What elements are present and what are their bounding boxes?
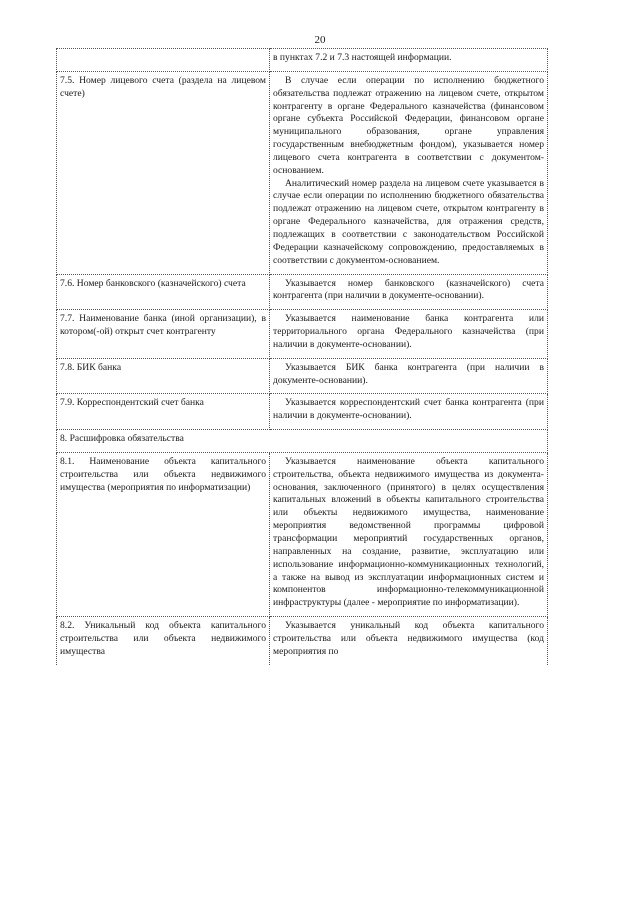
- field-name: 7.8. БИК банка: [60, 361, 122, 373]
- description-paragraph: в пунктах 7.2 и 7.3 настоящей информации.: [273, 52, 452, 63]
- field-description-cell: [270, 394, 548, 430]
- section-header-row: [57, 430, 548, 453]
- table-row: [57, 358, 548, 394]
- field-name: 7.6. Номер банковского (казначейского) счета: [60, 277, 246, 289]
- table-row: [57, 394, 548, 430]
- table-row: [57, 452, 548, 616]
- obligation-fields-table: [56, 48, 548, 665]
- table-row: [57, 49, 548, 72]
- field-description-cell: [270, 617, 548, 665]
- table-row: [57, 617, 548, 665]
- field-name-cell: [57, 310, 270, 359]
- description-paragraph: Указывается уникальный код объекта капитального строительства или объекта недвижимого имущества (код мероприятия по: [273, 620, 544, 657]
- description-paragraph: Указывается наименование объекта капитального строительства, объекта недвижимого имущества из документа-основания, заключенного (принятого) в целях осуществления капитальных вложений в объекты капитального строительства или объекты недвижимого имущества, наименование мероприятия ведомственной программы цифровой трансформации мероприятий государственных органов, направленных на создание, развитие, эксплуатацию или использование информационно-коммуникационных технологий, а также на вывод из эксплуатации информационных систем и компонентов информационно-телекоммуникационной инфраструктуры (далее - мероприятие по информатизации).: [273, 455, 544, 609]
- field-name: 7.9. Корреспондентский счет банка: [60, 397, 204, 409]
- description-paragraph: Аналитический номер раздела на лицевом счете указывается в случае если операции по исполнению бюджетного обязательства подлежат отражению на лицевом счете, открытом контрагенту в органе Федерального казначейства, для отражения средств, подлежащих в соответствии с законодательством Российской Федерации казначейскому сопровождению, предоставляемых в соответствии с документом-основанием.: [273, 177, 544, 266]
- field-name-cell: [57, 452, 270, 616]
- field-description-cell: [270, 274, 548, 310]
- section-header: 8. Расшифровка обязательства: [57, 430, 548, 453]
- field-name: 8.2. Уникальный код объекта капитального строительства или объекта недвижимого имущества: [60, 620, 266, 657]
- field-description-cell: [270, 71, 548, 274]
- field-name-cell: [57, 358, 270, 394]
- description-paragraph: В случае если операции по исполнению бюджетного обязательства подлежат отражению на лицевом счете, открытом контрагенту в органе Федерального казначейства (финансовом органе субъекта Российской Федерации, финансовом органе муниципального образования, органе управления государственным внебюджетным фондом), указывается номер лицевого счета контрагента в соответствии с документом-основанием.: [273, 74, 544, 176]
- table-row: [57, 310, 548, 359]
- field-name-cell: [57, 49, 270, 72]
- field-name-cell: [57, 71, 270, 274]
- description-paragraph: Указывается корреспондентский счет банка контрагента (при наличии в документе-основании).: [273, 397, 544, 422]
- page-number: 20: [314, 34, 326, 46]
- table-row: [57, 274, 548, 310]
- description-paragraph: Указывается наименование банка контрагента или территориального органа Федерального казначейства (при наличии в документе-основании).: [273, 313, 544, 350]
- field-name: 7.7. Наименование банка (иной организации), в котором(-ой) открыт счет контрагенту: [60, 313, 266, 338]
- description-paragraph: Указывается БИК банка контрагента (при наличии в документе-основании).: [273, 361, 544, 386]
- field-name-cell: [57, 394, 270, 430]
- field-description-cell: [270, 452, 548, 616]
- table-row: [57, 71, 548, 274]
- field-name-cell: [57, 274, 270, 310]
- field-name: 8.1. Наименование объекта капитального строительства или объекта недвижимого имущества (мероприятия по информатизации): [60, 455, 266, 493]
- field-description-cell: [270, 310, 548, 359]
- field-name: 7.5. Номер лицевого счета (раздела на лицевом счете): [60, 74, 266, 99]
- field-name-cell: [57, 617, 270, 665]
- field-description-cell: [270, 358, 548, 394]
- field-description-cell: [270, 49, 548, 72]
- description-paragraph: Указывается номер банковского (казначейского) счета контрагента (при наличии в документе-основании).: [273, 277, 544, 302]
